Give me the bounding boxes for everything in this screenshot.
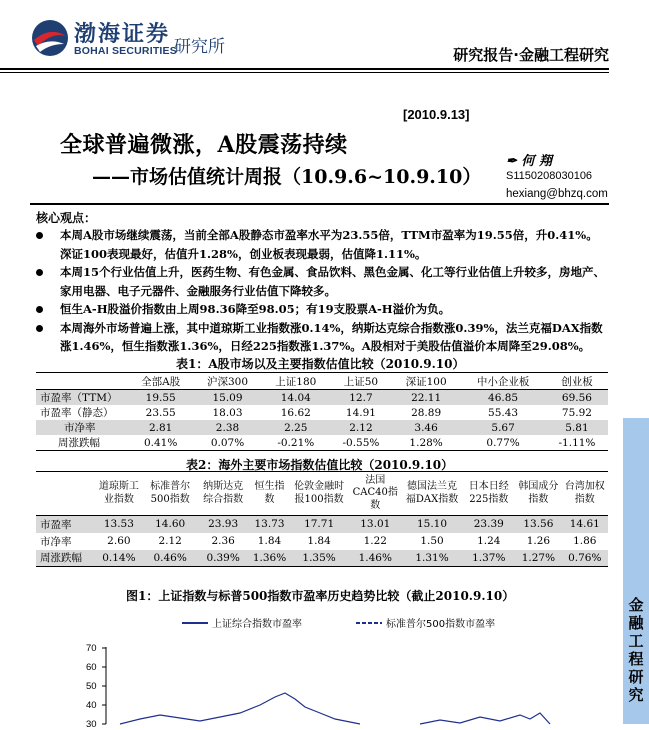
brand-name-cn: 渤海证券 (74, 22, 171, 47)
pe-trend-chart (60, 635, 600, 724)
key-point-item: 本周A股市场继续震荡，当前全部A股静态市盈率水平为23.55倍，TTM市盈率为19.55倍，升0.41%。深证100表现最好，估值升1.28%，创业板表现最弱，估值降1.11%。 (36, 226, 608, 263)
table-row: 市盈率 13.53 14.60 23.93 13.73 17.71 13.01 15.10 23.39 13.56 14.61 (36, 516, 608, 533)
table1-title: 表1：A股市场以及主要指数估值比较（2010.9.10） (176, 357, 465, 371)
column-header: 纳斯达克综合指数 (197, 472, 250, 516)
y-tick: 60 (86, 662, 97, 673)
column-header: 上证50 (330, 373, 392, 390)
a-share-valuation-table (36, 372, 608, 451)
bullet-icon (36, 325, 43, 332)
key-point-item: 本周15个行业估值上升，医药生物、有色金属、食品饮料、黑色金属、化工等行业估值上升较多，房地产、家用电器、电子元器件、金融服务行业估值下降较多。 (36, 263, 608, 300)
key-points-heading: 核心观点： (36, 211, 97, 225)
bullet-icon (36, 232, 43, 239)
report-date: [2010.9.13] (403, 107, 470, 122)
bullet-icon (36, 269, 43, 276)
legend-line-icon (182, 622, 208, 624)
legend-item: 上证综合指数市盈率 (182, 615, 302, 630)
column-header: 恒生指数 (250, 472, 290, 516)
key-point-item: 本周海外市场普遍上涨，其中道琼斯工业指数涨0.14%，纳斯达克综合指数涨0.39%，法兰克福DAX指数涨1.46%，恒生指数涨1.36%，日经225指数涨1.37%。A股相对于美股估值溢价本周降至29.08%。 (36, 319, 608, 356)
overseas-valuation-table (36, 471, 608, 567)
key-point-item: 恒生A-H股溢价指数由上周98.36降至98.05；有19支股票A-H溢价为负。 (36, 300, 608, 319)
y-tick: 70 (86, 643, 97, 654)
brand-name-en: BOHAI SECURITIES (74, 45, 177, 57)
column-header: 创业板 (546, 373, 608, 390)
bullet-icon (36, 306, 43, 313)
column-header: 法国CAC40指数 (349, 472, 402, 516)
table2-title: 表2：海外主要市场指数估值比较（2010.9.10） (186, 458, 454, 472)
column-header: 上证180 (262, 373, 330, 390)
report-type: 研究报告·金融工程研究 (453, 46, 609, 64)
legend-line-icon (356, 622, 382, 624)
column-header: 日本日经225指数 (462, 472, 515, 516)
header-divider-thin (0, 72, 609, 73)
report-subtitle: ——市场估值统计周报（10.9.6~10.9.10） (92, 166, 482, 188)
table-row: 周涨跌幅 0.41% 0.07% -0.21% -0.55% 1.28% 0.77% -1.11% (36, 435, 608, 451)
table-row: 市盈率（静态） 23.55 18.03 16.62 14.91 28.89 55.43 75.92 (40, 406, 592, 419)
column-header: 德国法兰克福DAX指数 (402, 472, 463, 516)
column-header: 台湾加权指数 (562, 472, 608, 516)
column-header: 标准普尔500指数 (144, 472, 197, 516)
y-tick: 30 (86, 719, 97, 730)
header-divider (0, 68, 609, 70)
column-header: 深证100 (392, 373, 460, 390)
column-header: 道琼斯工业指数 (94, 472, 144, 516)
table-row: 市盈率（TTM） 19.55 15.09 14.04 12.7 22.11 46.85 69.56 (36, 390, 608, 406)
table-row: 周涨跌幅 0.14% 0.46% 0.39% 1.36% 1.35% 1.46% 1.31% 1.37% 1.27% 0.76% (36, 550, 608, 567)
key-points-list (36, 226, 608, 356)
column-header (36, 373, 128, 390)
title-divider (30, 203, 609, 205)
column-header: 中小企业板 (460, 373, 546, 390)
institute-label: 研究所 (174, 37, 225, 57)
legend-item: 标准普尔500指数市盈率 (356, 615, 495, 630)
pen-icon: ✒ (506, 154, 522, 169)
section-side-label: 金融工程研究 (628, 596, 644, 704)
figure1-title: 图1：上证指数与标普500指数市盈率历史趋势比较（截止2010.9.10） (126, 589, 515, 603)
column-header: 全部A股 (128, 373, 193, 390)
column-header: 伦敦金融时报100指数 (289, 472, 349, 516)
table-row: 市净率 2.60 2.12 2.36 1.84 1.84 1.22 1.50 1.24 1.26 1.86 (40, 535, 597, 548)
y-tick: 40 (86, 700, 97, 711)
author-name: ✒ 何 翔 (506, 154, 552, 169)
bohai-logo-icon (30, 18, 70, 58)
column-header: 沪深300 (193, 373, 261, 390)
y-tick: 50 (86, 681, 97, 692)
report-title: 全球普遍微涨，A股震荡持续 (60, 132, 348, 158)
column-header (36, 472, 94, 516)
table-row: 市净率 2.81 2.38 2.25 2.12 3.46 5.67 5.81 (36, 420, 608, 435)
author-email[interactable]: hexiang@bhzq.com (506, 188, 608, 200)
author-license-id: S1150208030106 (506, 170, 593, 182)
column-header: 韩国成分指数 (515, 472, 561, 516)
